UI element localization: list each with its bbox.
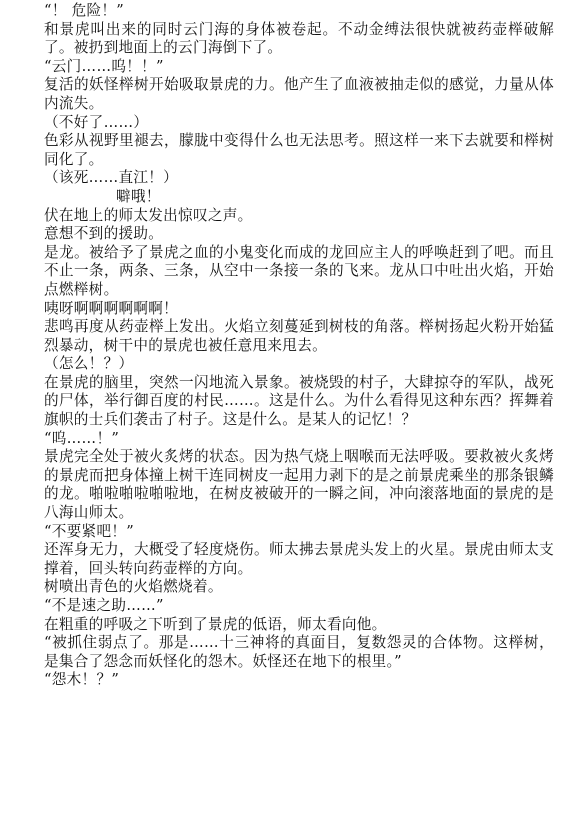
paragraph: 色彩从视野里褪去，朦胧中变得什么也无法思考。照这样一来下去就要和榉树同化了。 xyxy=(44,132,554,168)
dialogue-line: “！ 危险！” xyxy=(44,2,125,19)
thought-line: （不好了……） xyxy=(44,113,149,131)
dialogue-line: “不要紧吧！” xyxy=(44,522,134,540)
dialogue-line: “被抓住弱点了。那是……十三神将的真面目，复数怨灵的合体物。这榉树，是集合了怨念而妖怪化的怨木。妖怪还在地下的根里。” xyxy=(44,634,554,670)
document-page xyxy=(44,2,554,690)
dialogue-line: “不是速之助……” xyxy=(44,597,164,614)
paragraph: 和景虎叫出来的同时云门海的身体被卷起。不动金缚法很快就被药壶榉破解了。被扔到地面上的云门海倒下了。 xyxy=(44,20,554,57)
paragraph: 在景虎的脑里，突然一闪地流入景象。被烧毁的村子，大肆掠夺的军队，战死的尸体，举行御百度的村民……。这是什么。为什么看得见这种东西？挥舞着旗帜的士兵们袭击了村子。这是什么。是某人的记忆！？ xyxy=(44,373,554,429)
sound-effect-line: 噼哦！ xyxy=(116,187,161,205)
paragraph: 在粗重的呼吸之下听到了景虎的低语，师太看向他。 xyxy=(44,615,387,633)
dialogue-line: “云门……呜！！” xyxy=(44,57,164,75)
paragraph: 伏在地上的师太发出惊叹之声。 xyxy=(44,206,253,224)
paragraph: 意想不到的援助。 xyxy=(44,225,164,243)
thought-line: （该死……直江！） xyxy=(44,169,179,187)
sound-effect-line: 咦呀啊啊啊啊啊啊！ xyxy=(44,299,179,317)
paragraph: 景虎完全处于被火炙烤的状态。因为热气烧上咽喉而无法呼吸。要救被火炙烤的景虎而把身体撞上树干连同树皮一起用力剥下的是之前景虎乘坐的那条银鳞的龙。啪啦啪啦啪啦地，在树皮被破开的一瞬之间，冲向滚落地面的景虎的是八海山师太。 xyxy=(44,448,554,522)
dialogue-line: “怨木！？” xyxy=(44,671,120,689)
paragraph: 还浑身无力，大概受了轻度烧伤。师太拂去景虎头发上的火星。景虎由师太支撑着，回头转向药壶榉的方向。 xyxy=(44,541,554,577)
paragraph: 是龙。被给予了景虎之血的小鬼变化而成的龙回应主人的呼唤赶到了吧。而且不止一条，两条、三条，从空中一条接一条的飞来。龙从口中吐出火焰，开始点燃榉树。 xyxy=(44,243,554,298)
paragraph: 悲鸣再度从药壶榉上发出。火焰立刻蔓延到树枝的角落。榉树扬起火粉开始猛烈暴动，树干中的景虎也被任意甩来甩去。 xyxy=(44,318,554,354)
thought-line: （怎么！？） xyxy=(44,355,134,373)
paragraph: 复活的妖怪榉树开始吸取景虎的力。他产生了血液被抽走似的感觉，力量从体内流失。 xyxy=(44,76,554,112)
dialogue-line: “呜……！” xyxy=(44,429,120,447)
paragraph: 树喷出青色的火焰燃烧着。 xyxy=(44,578,223,596)
